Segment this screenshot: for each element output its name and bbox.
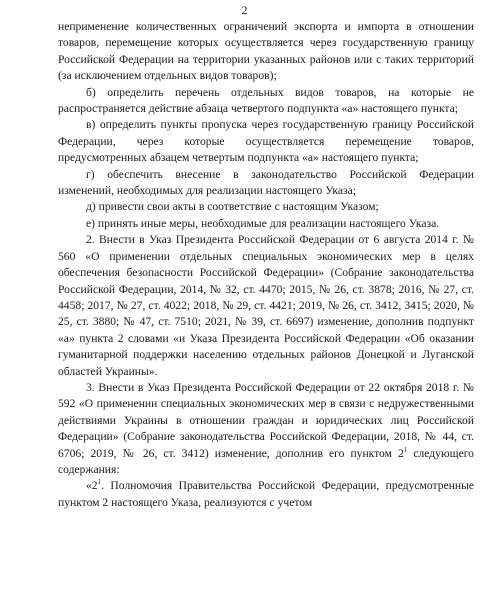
page-number: 2	[241, 3, 248, 17]
paragraph-3	[58, 380, 474, 478]
paragraph-b: б) определить перечень отдельных видов товаров, на которые не распространяется действие абзаца четвертого подпункта «а» настоящего пункта;	[58, 85, 474, 116]
superscript: 1	[97, 478, 102, 487]
superscript: 1	[403, 445, 408, 454]
paragraph-3-tail: следующего содержания:	[58, 446, 474, 476]
paragraph-2-1-head: «2	[86, 479, 98, 493]
paragraph-e: е) принять иные меры, необходимые для реализации настоящего Указа.	[86, 216, 440, 230]
paragraph-v: в) определить пункты пропуска через государственную границу Российской Федерации, через которые осуществляется перемещение товаров, предусмотренных абзацем четвертым подпункта «а» настоящего пункта;	[58, 118, 474, 165]
paragraph-g: г) обеспечить внесение в законодательство Российской Федерации изменений, необходимых для реализации настоящего Указа;	[58, 167, 474, 198]
paragraph-2-1	[58, 478, 474, 511]
paragraph-2: 2. Внести в Указ Президента Российской Федерации от 6 августа 2014 г. № 560 «О применении отдельных специальных экономических мер в целях обеспечения безопасности Российской Федерации» (Собрание законодательства Российской Федерации, 2014, № 32, ст. 4470; 2015, № 26, ст. 3878; 2016, № 27, ст. 4458; 2017, № 27, ст. 4022; 2018, № 29, ст. 4421; 2019, № 26, ст. 3412, 3415; 2020, № 25, ст. 3880; № 47, ст. 7510; 2021, № 39, ст. 6697) изменение, дополнив подпункт «а» пункта 2 словами «и Указа Президента Российской Федерации «Об оказании гуманитарной поддержки населению отдельных районов Донецкой и Луганской областей Украины».	[58, 233, 474, 378]
paragraph-3-text: 3. Внести в Указ Президента Российской Федерации от 22 октября 2018 г. № 592 «О применении специальных экономических мер в связи с недружественными действиями Украины в отношении граждан и юридических лиц Российской Федерации» (Собрание законодательства Российской Федерации, 2018, № 44, ст. 6706; 2019, № 26, ст. 3412) изменение, дополнив его пунктом 2	[58, 380, 474, 460]
paragraph-d: д) привести свои акты в соответствие с настоящим Указом;	[86, 200, 379, 214]
paragraph-2-1-text: . Полномочия Правительства Российской Федерации, предусмотренные пунктом 2 настоящего Указа, реализуются с учетом	[58, 479, 474, 509]
document-body	[58, 19, 474, 511]
paragraph-continuation: неприменение количественных ограничений экспорта и импорта в отношении товаров, перемещение которых осуществляется через государственную границу Российской Федерации на территории указанных районов или с таких территорий (за исключением отдельных видов товаров);	[58, 20, 474, 83]
